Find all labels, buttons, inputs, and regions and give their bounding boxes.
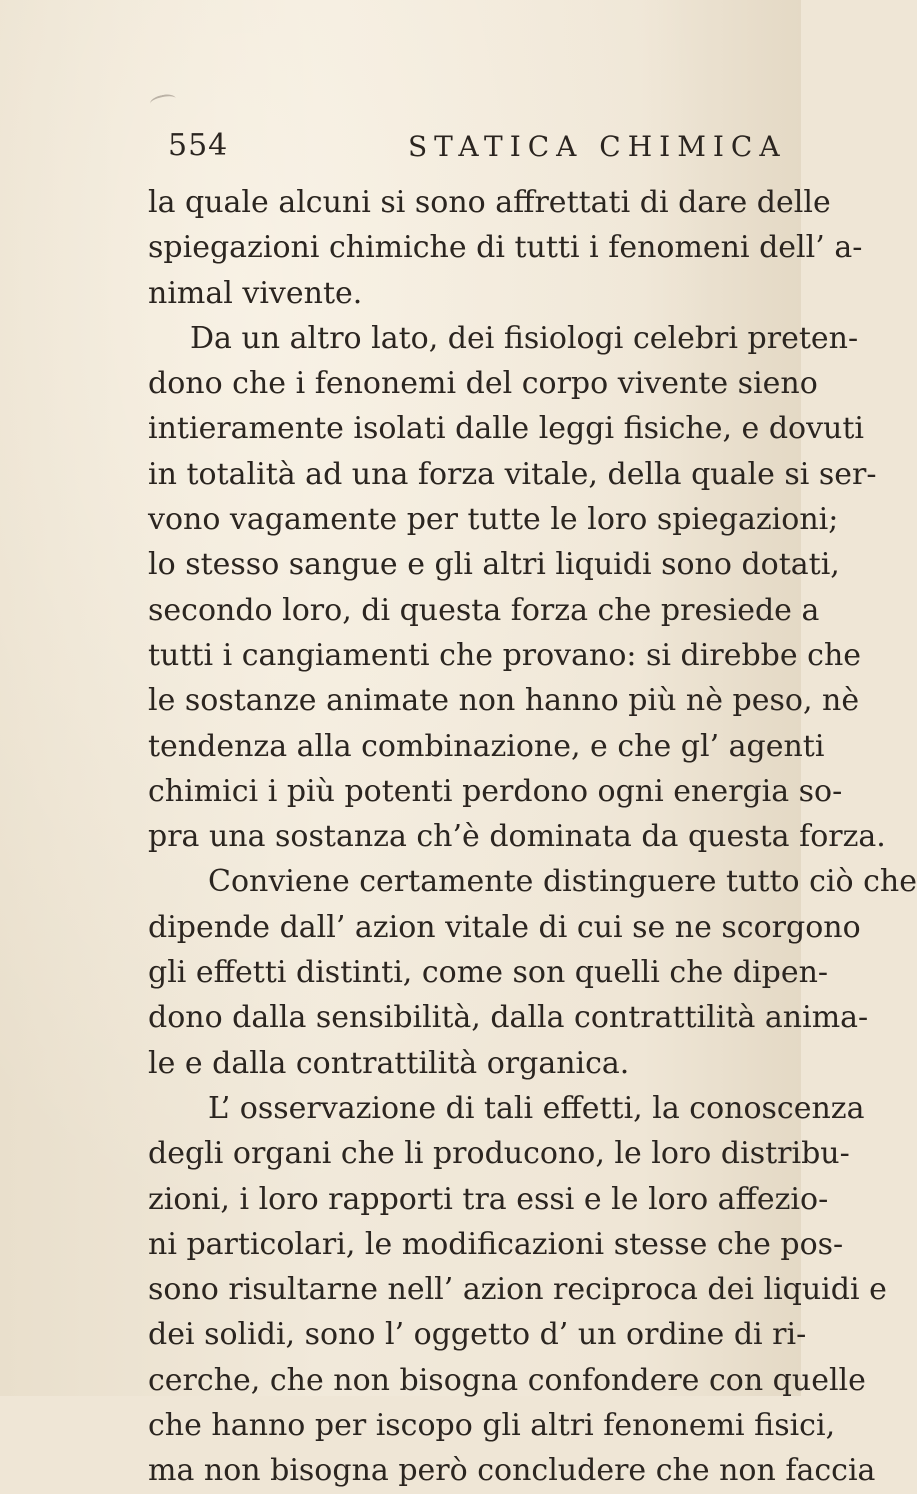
text-line: dono dalla sensibilità, dalla contrattilità anima- bbox=[148, 1000, 869, 1036]
text-line: sono risultarne nell’ azion reciproca dei liquidi e bbox=[148, 1272, 887, 1308]
text-line: intieramente isolati dalle leggi fisiche, e dovuti bbox=[148, 411, 865, 447]
text-line: tutti i cangiamenti che provano: si direbbe che bbox=[148, 637, 862, 673]
body-text bbox=[148, 180, 917, 1494]
text-line: la quale alcuni si sono affrettati di dare delle bbox=[148, 185, 831, 220]
text-line: ni particolari, le modificazioni stesse che pos- bbox=[148, 1226, 844, 1262]
text-line: che hanno per iscopo gli altri fenonemi fisici, bbox=[148, 1408, 836, 1444]
text-line: lo stesso sangue e gli altri liquidi sono dotati, bbox=[148, 547, 840, 583]
text-line: nimal vivente. bbox=[148, 275, 363, 311]
text-line: vono vagamente per tutte le loro spiegazioni; bbox=[148, 502, 839, 538]
text-line: Conviene certamente distinguere tutto ciò che bbox=[208, 864, 917, 900]
text-line: pra una sostanza ch’è dominata da questa forza. bbox=[148, 819, 886, 855]
text-line: degli organi che li producono, le loro distribu- bbox=[148, 1136, 850, 1172]
text-line: tendenza alla combinazione, e che gl’ agenti bbox=[148, 728, 825, 764]
text-line: le sostanze animate non hanno più nè peso, nè bbox=[148, 683, 860, 719]
text-line: dipende dall’ azion vitale di cui se ne scorgono bbox=[148, 909, 861, 945]
text-line: cerche, che non bisogna confondere con quelle bbox=[148, 1362, 866, 1398]
text-line: spiegazioni chimiche di tutti i fenomeni dell’ a- bbox=[148, 230, 863, 266]
text-line: gli effetti distinti, come son quelli che dipen- bbox=[148, 955, 829, 991]
ink-smudge bbox=[149, 92, 177, 109]
text-line: chimici i più potenti perdono ogni energia so- bbox=[148, 773, 843, 809]
running-head: STATICA CHIMICA bbox=[408, 130, 787, 163]
text-line: dono che i fenonemi del corpo vivente sieno bbox=[148, 366, 818, 402]
text-line: Da un altro lato, dei fisiologi celebri preten- bbox=[190, 320, 859, 356]
text-line: le e dalla contrattilità organica. bbox=[148, 1045, 630, 1081]
text-line: L’ osservazione di tali effetti, la conoscenza bbox=[208, 1090, 865, 1126]
text-line: in totalità ad una forza vitale, della quale si ser- bbox=[148, 456, 877, 492]
text-line: ma non bisogna però concludere che non faccia bbox=[148, 1453, 876, 1489]
page-header bbox=[168, 128, 787, 168]
page-number: 554 bbox=[168, 128, 229, 163]
text-line: dei solidi, sono l’ oggetto d’ un ordine di ri- bbox=[148, 1317, 807, 1353]
text-line: zioni, i loro rapporti tra essi e le loro affezio- bbox=[148, 1181, 829, 1217]
text-line: secondo loro, di questa forza che presiede a bbox=[148, 592, 820, 628]
